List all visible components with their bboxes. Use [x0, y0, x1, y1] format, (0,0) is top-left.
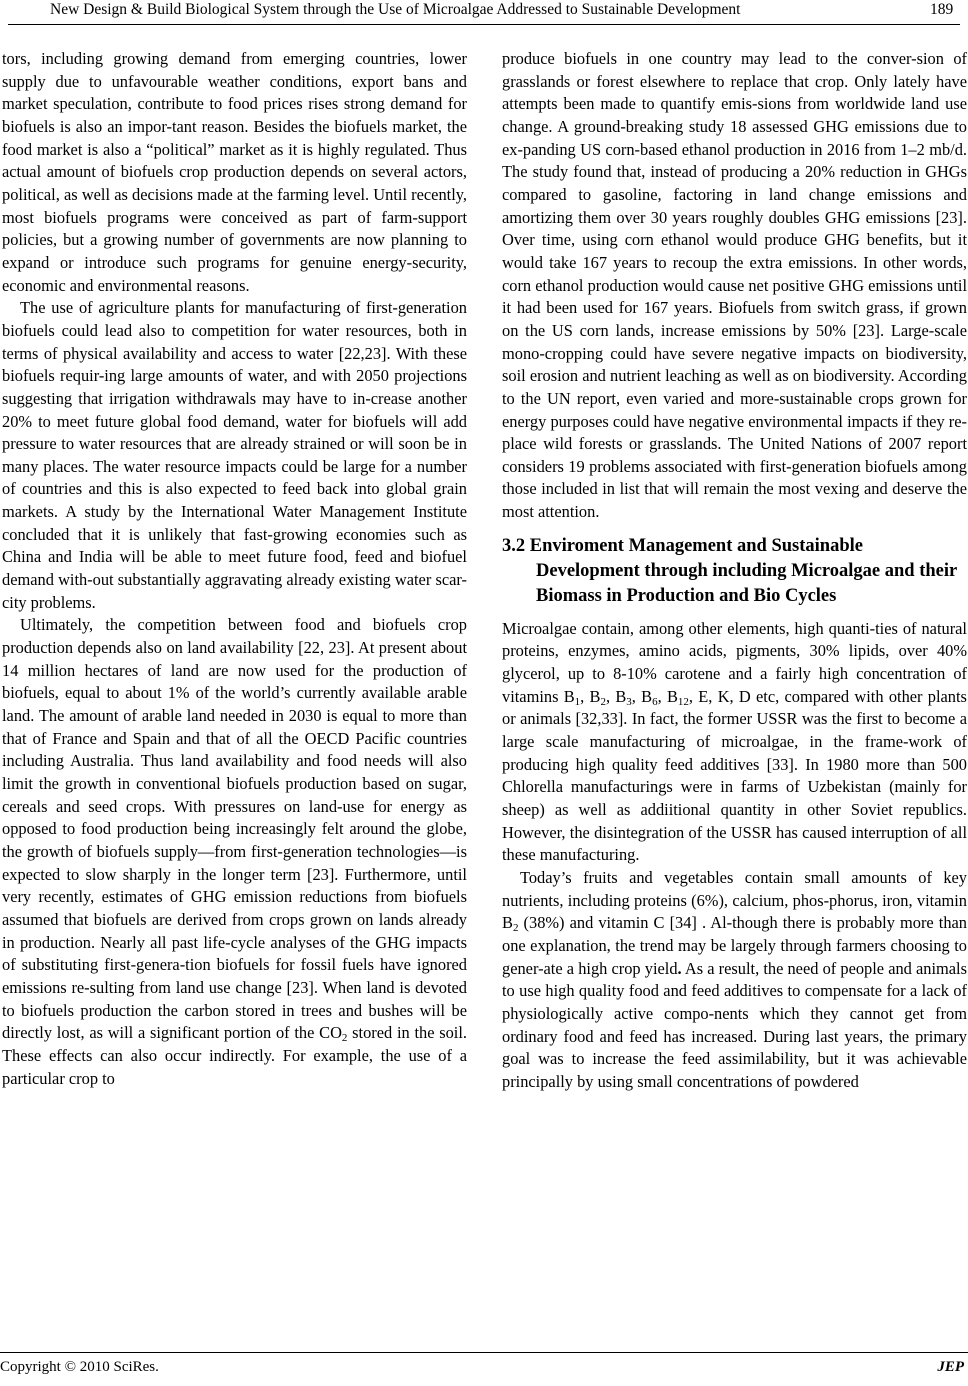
paragraph: [502, 618, 967, 867]
paragraph: tors, including growing demand from emerging countries, lower supply due to unfavourable weather conditions, export bans and market speculation, contribute to food prices rises strong demand for biofuels is also an impor-tant reason. Besides the biofuels market, the food market is also a “political” market as it is highly regulated. Thus actual amount of biofuels crop production depends on several actors, political, as well as decisions made at the farming level. Until recently, most biofuels programs were conceived as part of farm-support policies, but a growing number of governments are now planning to expand or introduce such programs for genuine energy-security, economic and environmental reasons.: [2, 49, 467, 295]
page-number: 189: [930, 1, 954, 18]
page-header: [0, 0, 968, 30]
text-run: Today’s fruits and vegetables contain small amounts of key nutrients, including proteins (6%), calcium, phos-phorus, iron, vitamin B: [502, 868, 967, 933]
journal-abbreviation: JEP: [937, 1359, 964, 1375]
text-run: , B: [657, 686, 678, 706]
text-run: , E, K, D etc, compared with other plants or animals [32,33]. In fact, the former USSR was the first to become a large scale manufacturing of microalgae, in the frame-work of producing high quality feed additives [33]. In 1980 more than 500 Chlorella manufacturings were in farms of Uzbekistan (mainly for sheep) as well as addiitional quantity in other Soviet republics. However, the disintegration of the USSR has caused interruption of all these manufacturing.: [502, 686, 967, 865]
text-run: stored in the soil. These effects can also occur indirectly. For example, the use of a particular crop to: [2, 1023, 467, 1088]
subscript: 1: [574, 695, 581, 708]
paragraph: [502, 867, 967, 1094]
subscript: 2: [341, 1032, 348, 1045]
text-run: Ultimately, the competition between food and biofuels crop production depends also on land availability [22, 23]. At present about 14 million hectares of land are now used for the production of biofuels, equal to about 1% of the world’s currently available arable land. The amount of arable land needed in 2030 is equal to more than that of France and Spain and that of all the OECD Pacific countries including Australia. Thus land availability and food needs will also limit the growth in conventional biofuels production based on sugar, cereals and seed crops. With pressures on land-use for energy as opposed to food production being increasingly felt around the globe, the growth of biofuels supply—from first-generation technologies—is expected to slow sharply in the longer term [23]. Furthermore, until very recently, estimates of GHG emission reductions from biofuels assumed that biofuels are derived from crops grown on lands already in production. Nearly all past life-cycle analyses of the GHG impacts of substituting first-genera-tion biofuels for fossil fuels have ignored emissions re-sulting from land use change [23]. When land is devoted to biofuels production the carbon stored in trees and bushes will be directly lost, as will a significant portion of the CO: [2, 615, 467, 1043]
subscript: 2: [512, 922, 519, 935]
text-run: , B: [631, 686, 653, 706]
section-heading: 3.2 Enviroment Management and Sustainable Development through including Microalgae and their Biomass in Production and Bio Cycles: [502, 535, 957, 606]
running-title: New Design & Build Biological System through the Use of Microalgae Addressed to Sustainable Development: [50, 1, 741, 18]
subscript: 6: [652, 695, 658, 708]
subscript: 2: [600, 695, 606, 708]
text-run: , B: [605, 686, 627, 706]
bold-period: .: [677, 958, 682, 978]
paragraph: produce biofuels in one country may lead to the conver-sion of grasslands or forest elsewhere to replace that crop. Only lately have attempts been made to quantify emis-sions from worldwide land use change. A ground-breaking study 18 assessed GHG emissions due to ex-panding US corn-based ethanol production in 2016 from 1–2 mb/d. The study found that, instead of producing a 20% reduction in GHGs compared to gasoline, factoring in land change emissions and amortizing them over 30 years roughly doubles GHG emissions [23]. Over time, using corn ethanol would produce GHG benefits, but it would take 167 years to recoup the extra emissions. In other words, corn ethanol production would cause net positive GHG emissions until it had been used for 167 years. Biofuels from switch grass, if grown on the US corn lands, increase emissions by 50% [23]. Large-scale mono-cropping could have severe negative impacts on biodiversity, soil erosion and nutrient leaching as well as on biodiversity. According to the UN report, even varied and more-sustainable crops grown for energy purposes could have negative environmental impacts if they re-place wild forests or grasslands. The United Nations of 2007 report considers 19 problems associated with first-generation biofuels among those included in list that will remain the most vexing and deserve the most attention.: [502, 49, 967, 522]
header-divider: [8, 24, 960, 25]
text-run: , B: [580, 686, 601, 706]
subscript: 12: [677, 695, 689, 708]
text-run: Microalgae contain, among other elements, high quanti-ties of natural proteins, enzymes, amino acids, pigments, 30% lipids, over 40% glycerol, up to 8-10% carotene and a fairly high concentration of vitamins B: [502, 618, 967, 706]
text-run: As a result, the need of people and animals to use high quality food and feed additives to compensate for a lack of physiologically active compo-nents which they cannot get from ordinary food and feed has increased. During last years, the primary goal was to increase the feed assimilability, but it was achievable principally by using small concentrations of powdered: [502, 958, 967, 1091]
text-run: (38%) and vitamin C [34] . Al-though there is probably more than one explanation, the trend may be largely through farmers choosing to gener-ate a high crop yield: [502, 913, 967, 978]
subscript: 3: [626, 695, 632, 708]
footer-divider: [0, 1352, 968, 1353]
right-column: [502, 48, 967, 1094]
paragraph: [2, 614, 467, 1090]
left-column: [2, 48, 467, 1090]
paragraph: The use of agriculture plants for manufacturing of first-generation biofuels could lead also to competition for water resources, both in terms of physical availability and access to water [22,23]. With these biofuels requir-ing large amounts of water, and with 2050 projections suggesting that irrigation withdrawals may have to in-crease another 20% to meet future global food demand, water for biofuels will add pressure to water resources that are already strained or will soon be in many places. The water resource impacts could be large for a number of countries and this is also expected to feed back into global grain markets. A study by the International Water Management Institute concluded that it is unlikely that fast-growing economies such as China and India will be able to meet future food, feed and biofuel demand with-out substantially aggravating already existing water scar-city problems.: [2, 298, 467, 612]
copyright-notice: Copyright © 2010 SciRes.: [0, 1359, 159, 1375]
